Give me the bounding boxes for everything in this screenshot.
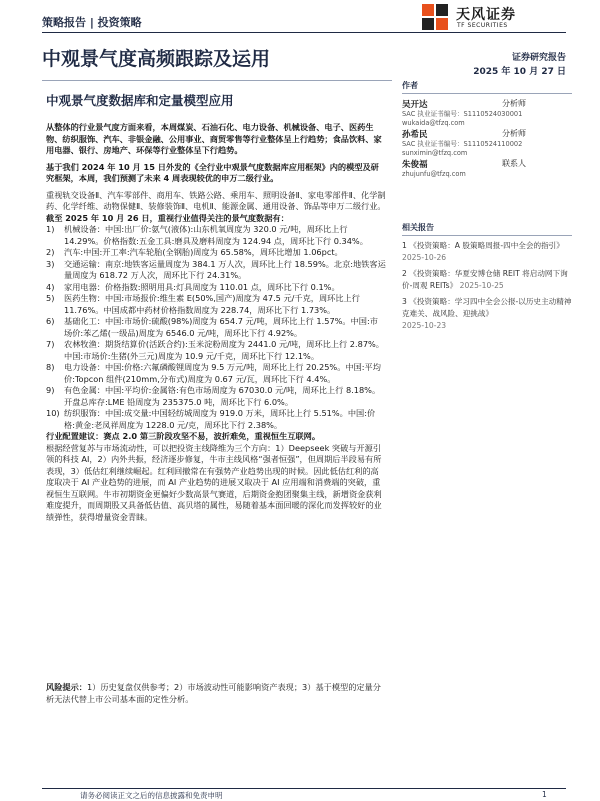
- footer-divider: [42, 788, 566, 789]
- report-title: 中观景气度高频跟踪及运用: [42, 48, 271, 70]
- logo-icon: [420, 2, 452, 34]
- author-role: 分析师: [502, 129, 526, 138]
- related-report-link[interactable]: 1 《投资策略：A 股策略周报-四中全会的指引》 2025-10-26: [402, 241, 564, 262]
- list-item: 1) 机械设备：中国:出厂价:氨气(液体):山东机氧周度为 320.0 元/吨，周环比上行 14.29%。价格指数:五金工具:磨具及磨料周度为 124.94 点，周环比下行 0.34%。: [46, 224, 368, 246]
- author-name: 朱俊福: [402, 160, 428, 170]
- intro-paragraph: 从整体的行业景气度方面来看，本周煤炭、石油石化、电力设备、机械设备、电子、医药生物、纺织服饰、汽车、非银金融、公用事业、商贸零售等行业整体呈上行趋势；食品饮料、家用电器、银行、房地产、环保等行业整体呈下行趋势。: [46, 122, 382, 155]
- list-item: 2) 汽车:中国:开工率:汽车轮胎(全钢胎)周度为 65.58%，周环比增加 1.06pct。: [46, 247, 343, 257]
- list-item: 3) 交通运输：南京:地铁客运量周度为 384.1 万人次，周环比上行 18.59%。北京:地铁客运量周度为 618.72 万人次，周环比下行 24.31%。: [46, 258, 386, 280]
- author-name: 孙希民: [402, 130, 428, 140]
- logo-text: 天风证券: [456, 7, 516, 23]
- list-item: 4) 家用电器：价格指数:照明用具:灯具周度为 110.01 点，周环比下行 0.1%。: [46, 281, 340, 292]
- industries-paragraph: 重视轨交设备Ⅱ、汽车零部件、商用车、铁路公路、乘用车、照明设备Ⅱ、家电零部件Ⅱ、化学制药、化学纤维、动物保健Ⅱ、装修装饰Ⅱ、电机Ⅱ、能源金属、通用设备、饰品等申万二级行业。: [46, 189, 386, 211]
- author-license: SAC 执业证书编号：S1110524030001: [402, 110, 523, 118]
- author-email[interactable]: wukaida@tfzq.com: [402, 118, 465, 127]
- report-type: 证券研究报告: [511, 53, 566, 63]
- page-number: 1: [542, 790, 547, 799]
- list-item: 10) 纺织服饰：中国:成交量:中国轻纺城周度为 919.0 万米，周环比上行 5.51%。中国:价格:黄金:老凤祥周度为 1228.0 元/克，周环比下行 2.38%。: [46, 408, 376, 430]
- indicator-list: [46, 224, 386, 431]
- advice-title: 行业配置建议：赛点 2.0 第三阶段攻坚不易，波折难免，重视恒生互联网。: [46, 431, 321, 441]
- footer-disclaimer: 请务必阅读正文之后的信息披露和免责申明: [80, 791, 223, 800]
- advice-paragraph: 根据经营复苏与市场流动性，可以把投资主线降维为三个方向：1）Deepseek 突破与开源引领的科技 AI，2）内外共振，经济逐步修复，牛市主线风格“强者恒强”，但周期后半段易有所表现，3）低估红利继续崛起。红利回撤常在有强势产业趋势出现的时候。因此低估红利的高度取决于 AI 产业趋势的进展，而 AI 产业趋势的进展又取决于 AI 应用端和消费端的突破，重视恒生互联网。牛市初期资金更偏好少数高景气赛道，后期资金抱团聚集主线，新增资金获利难度提升，而周期股又具备低估值、高贝塔的属性，易随着基本面回暖的深化而发挥较好的业绩弹性，获得增量资金青睐。: [46, 442, 382, 522]
- author-role: 联系人: [502, 159, 526, 168]
- author-email[interactable]: sunximin@tfzq.com: [402, 148, 468, 157]
- header-divider: [42, 32, 566, 33]
- risk-label: 风险提示：: [46, 682, 87, 692]
- list-item: 7) 农林牧渔：期货结算价(活跃合约):玉米淀粉周度为 2441.0 元/吨，周环比上行 2.87%。中国:市场价:生猪(外三元)周度为 10.9 元/千克，周环比下行 12.1%。: [46, 339, 384, 361]
- authors-heading: 作者: [402, 80, 572, 94]
- list-item: 6) 基础化工：中国:市场价:硫酸(98%)周度为 654.7 元/吨，周环比上行 1.57%。中国:市场价:苯乙烯(一级品)周度为 6546.0 元/吨，周环比下行 4.92%。: [46, 316, 378, 338]
- author-license: SAC 执业证书编号：S1110524110002: [402, 140, 523, 148]
- date-line: 截至 2025 年 10 月 26 日，重视行业值得关注的景气度数据有：: [46, 212, 289, 223]
- report-date: 2025 年 10 月 27 日: [473, 67, 566, 77]
- author-role: 分析师: [502, 99, 526, 108]
- risk-text: 1）历史复盘仅供参考；2）市场波动性可能影响资产表现；3）基于模型的定量分析无法代替上市公司基本面的定性分析。: [46, 682, 381, 704]
- risk-section: [46, 682, 386, 705]
- list-item: 9) 有色金属：中国:平均价:金属铬:有色市场周度为 67030.0 元/吨，周环比上行 8.18%。开盘总库存:LME 铅周度为 235375.0 吨，周环比下行 6.0%。: [46, 385, 381, 407]
- author-entry: [402, 128, 572, 156]
- related-report-link[interactable]: 2 《投资策略：华夏安博仓储 REIT 将启动网下询价-周观 REITs》 2025-10-25: [402, 269, 568, 290]
- author-email[interactable]: zhujunfu@tfzq.com: [402, 170, 466, 178]
- framework-paragraph: 基于我们 2024 年 10 月 15 日外发的《全行业中观景气度数据库应用框架》内的模型及研究框架，本周，我们预测了未来 4 周表现较优的申万二级行业。: [46, 161, 379, 183]
- title-divider: [42, 80, 392, 81]
- author-entry: [402, 158, 572, 186]
- related-reports: [402, 222, 572, 332]
- report-subtitle: 中观景气度数据库和定量模型应用: [46, 93, 234, 108]
- report-body: [46, 122, 386, 528]
- report-category: 策略报告 | 投资策略: [42, 16, 142, 29]
- list-item: 5) 医药生物：中国:市场报价:维生素 E(50%,国产)周度为 47.5 元/千克，周环比上行 11.76%。中国成都中药材价格指数周度为 228.74，周环比下行 1.73%。: [46, 293, 360, 315]
- author-name: 吴开达: [402, 100, 428, 110]
- list-item: 8) 电力设备：中国:价格:六氟磷酸锂周度为 9.5 万元/吨，周环比上行 20.25%。中国:平均价:Topcon 组件(210mm,分布式)周度为 0.67 元/瓦，周环比下行 4.4%。: [46, 362, 381, 384]
- related-heading: 相关报告: [402, 222, 572, 236]
- logo-subtext: TF SECURITIES: [457, 22, 508, 29]
- sidebar: [402, 80, 572, 336]
- related-report-link[interactable]: 3 《投资策略：学习四中全会公报-以历史主动精神克难关、战风险、迎挑战》 2025-10-23: [402, 297, 572, 330]
- author-entry: [402, 98, 572, 126]
- company-logo: [420, 2, 570, 36]
